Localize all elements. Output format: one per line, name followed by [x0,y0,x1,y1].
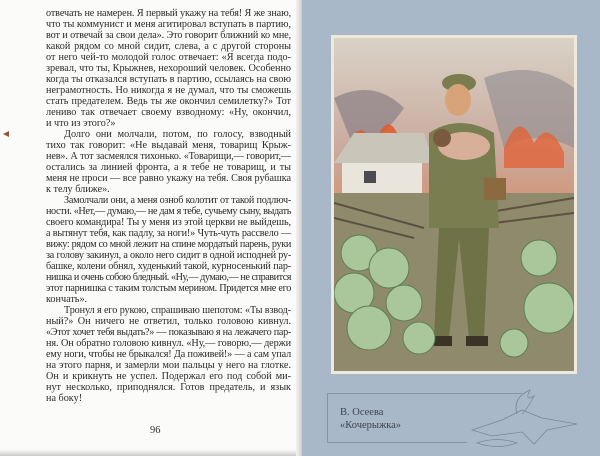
eternal-flame-star-icon [462,388,582,452]
page-number: 96 [150,425,161,436]
text-line: Долго они молчали, потом, по голосу, взводный [64,129,291,140]
text-line: ня. Он обратно головою кивнул. «Ну,— говорю,— держи [46,338,291,349]
text-line: отвечать не намерен. Я первый укажу на тебя! Я же знаю, [46,8,291,19]
text-line: лениво так отвечает своему взводному: «Ну, окончил, [46,107,291,118]
text-line: Замолчали они, а меня озноб колотит от такой подлюч- [64,195,291,206]
page-marker-icon [3,131,9,137]
text-line: к телу ближе». [46,184,110,195]
text-line: остались за линией фронта, а я тебе не товарищ, и ты [46,162,291,173]
illustration [331,35,577,374]
text-line: что ты коммунист и меня агитировал вступать в партию, [46,19,291,30]
text-line: нут несколько, приподнялся. Готов предатель, и язык [46,382,291,393]
text-line: этот парнишка с таким толстым мерином. Придется мне его [46,283,291,294]
text-line: на боку! [46,393,83,404]
text-line: и что из этого?» [46,118,116,129]
text-line: кончать». [46,294,88,305]
text-line: Он и крикнуть не успел. Подержал его под собой ми- [46,371,291,382]
house-wall [342,163,422,198]
house-window [364,171,376,183]
caption [340,406,401,432]
caption-title: «Кочерыжка» [340,420,402,431]
text-line: тихо так говорит: «Не выдавай меня, товарищ Крыж- [46,140,291,151]
text-line: нишка и очень собою бледный. «Ну,— думаю,— не справится [46,272,291,283]
text-line: башке, колени обнял, худенький такой, курносенький пар- [46,261,291,272]
text-line: ему ноги, чтобы не брыкался! Да поживей!» — а сам упал [46,349,291,360]
text-line: стать предателем. Ведь ты же окончил семилетку?» Тот [46,96,291,107]
text-line: вижу: рядом со мной лежит на спине мордатый парень, руки [46,239,291,250]
text-line: зревал, что ты, Крыжнев, нехороший человек. Особенно [46,63,291,74]
soldier-with-child-illustration [334,38,574,371]
caption-author: В. Осеева [340,407,384,418]
text-line: Тронул я его рукою, спрашиваю шепотом: «Ты взвод- [64,305,291,316]
caption-border-left [327,393,328,443]
text-line: нев». А тот засмеялся тихонько. «Товарищи,— говорит,— [46,151,291,162]
text-line: на этого парня, и замерли мои пальцы у него на глотке. [46,360,291,371]
text-line: вот и отвечай за свои дела». Это говорит ближний ко мне, [46,30,291,41]
text-line: от него чей-то молодой голос отвечает: «Я всегда подо- [46,52,291,63]
text-line: какой рядом со мной сидит, слева, а с другой стороны [46,41,291,52]
text-line: а вытянут тебя, как падлу, за ноги!» Чуть-чуть рассвело — [46,228,291,239]
text-line: за голову закинул, а около него сидит в одной исподней ру- [46,250,291,261]
page-edge-shadow [0,449,301,456]
caption-border-bottom [327,442,467,443]
text-line: «Этот хочет тебя выдать?» — показываю я на лежачего пар- [46,327,291,338]
story-text [46,8,291,404]
text-line: неграмотность. Но никогда я не думал, что ты сможешь [46,85,291,96]
text-line: ный?» Он ничего не ответил, только головою кивнул. [46,316,291,327]
text-line: меня не проси — все равно укажу на тебя. Своя рубашка [46,173,291,184]
text-line: когда ты отказался вступать в партию, ссылаясь на свою [46,74,291,85]
text-line: ности. «Нет,— думаю,— не дам я тебе, сучьему сыну, выдать [46,206,291,217]
text-line: своего командира! Ты у меня из этой церкви не выйдешь, [46,217,291,228]
